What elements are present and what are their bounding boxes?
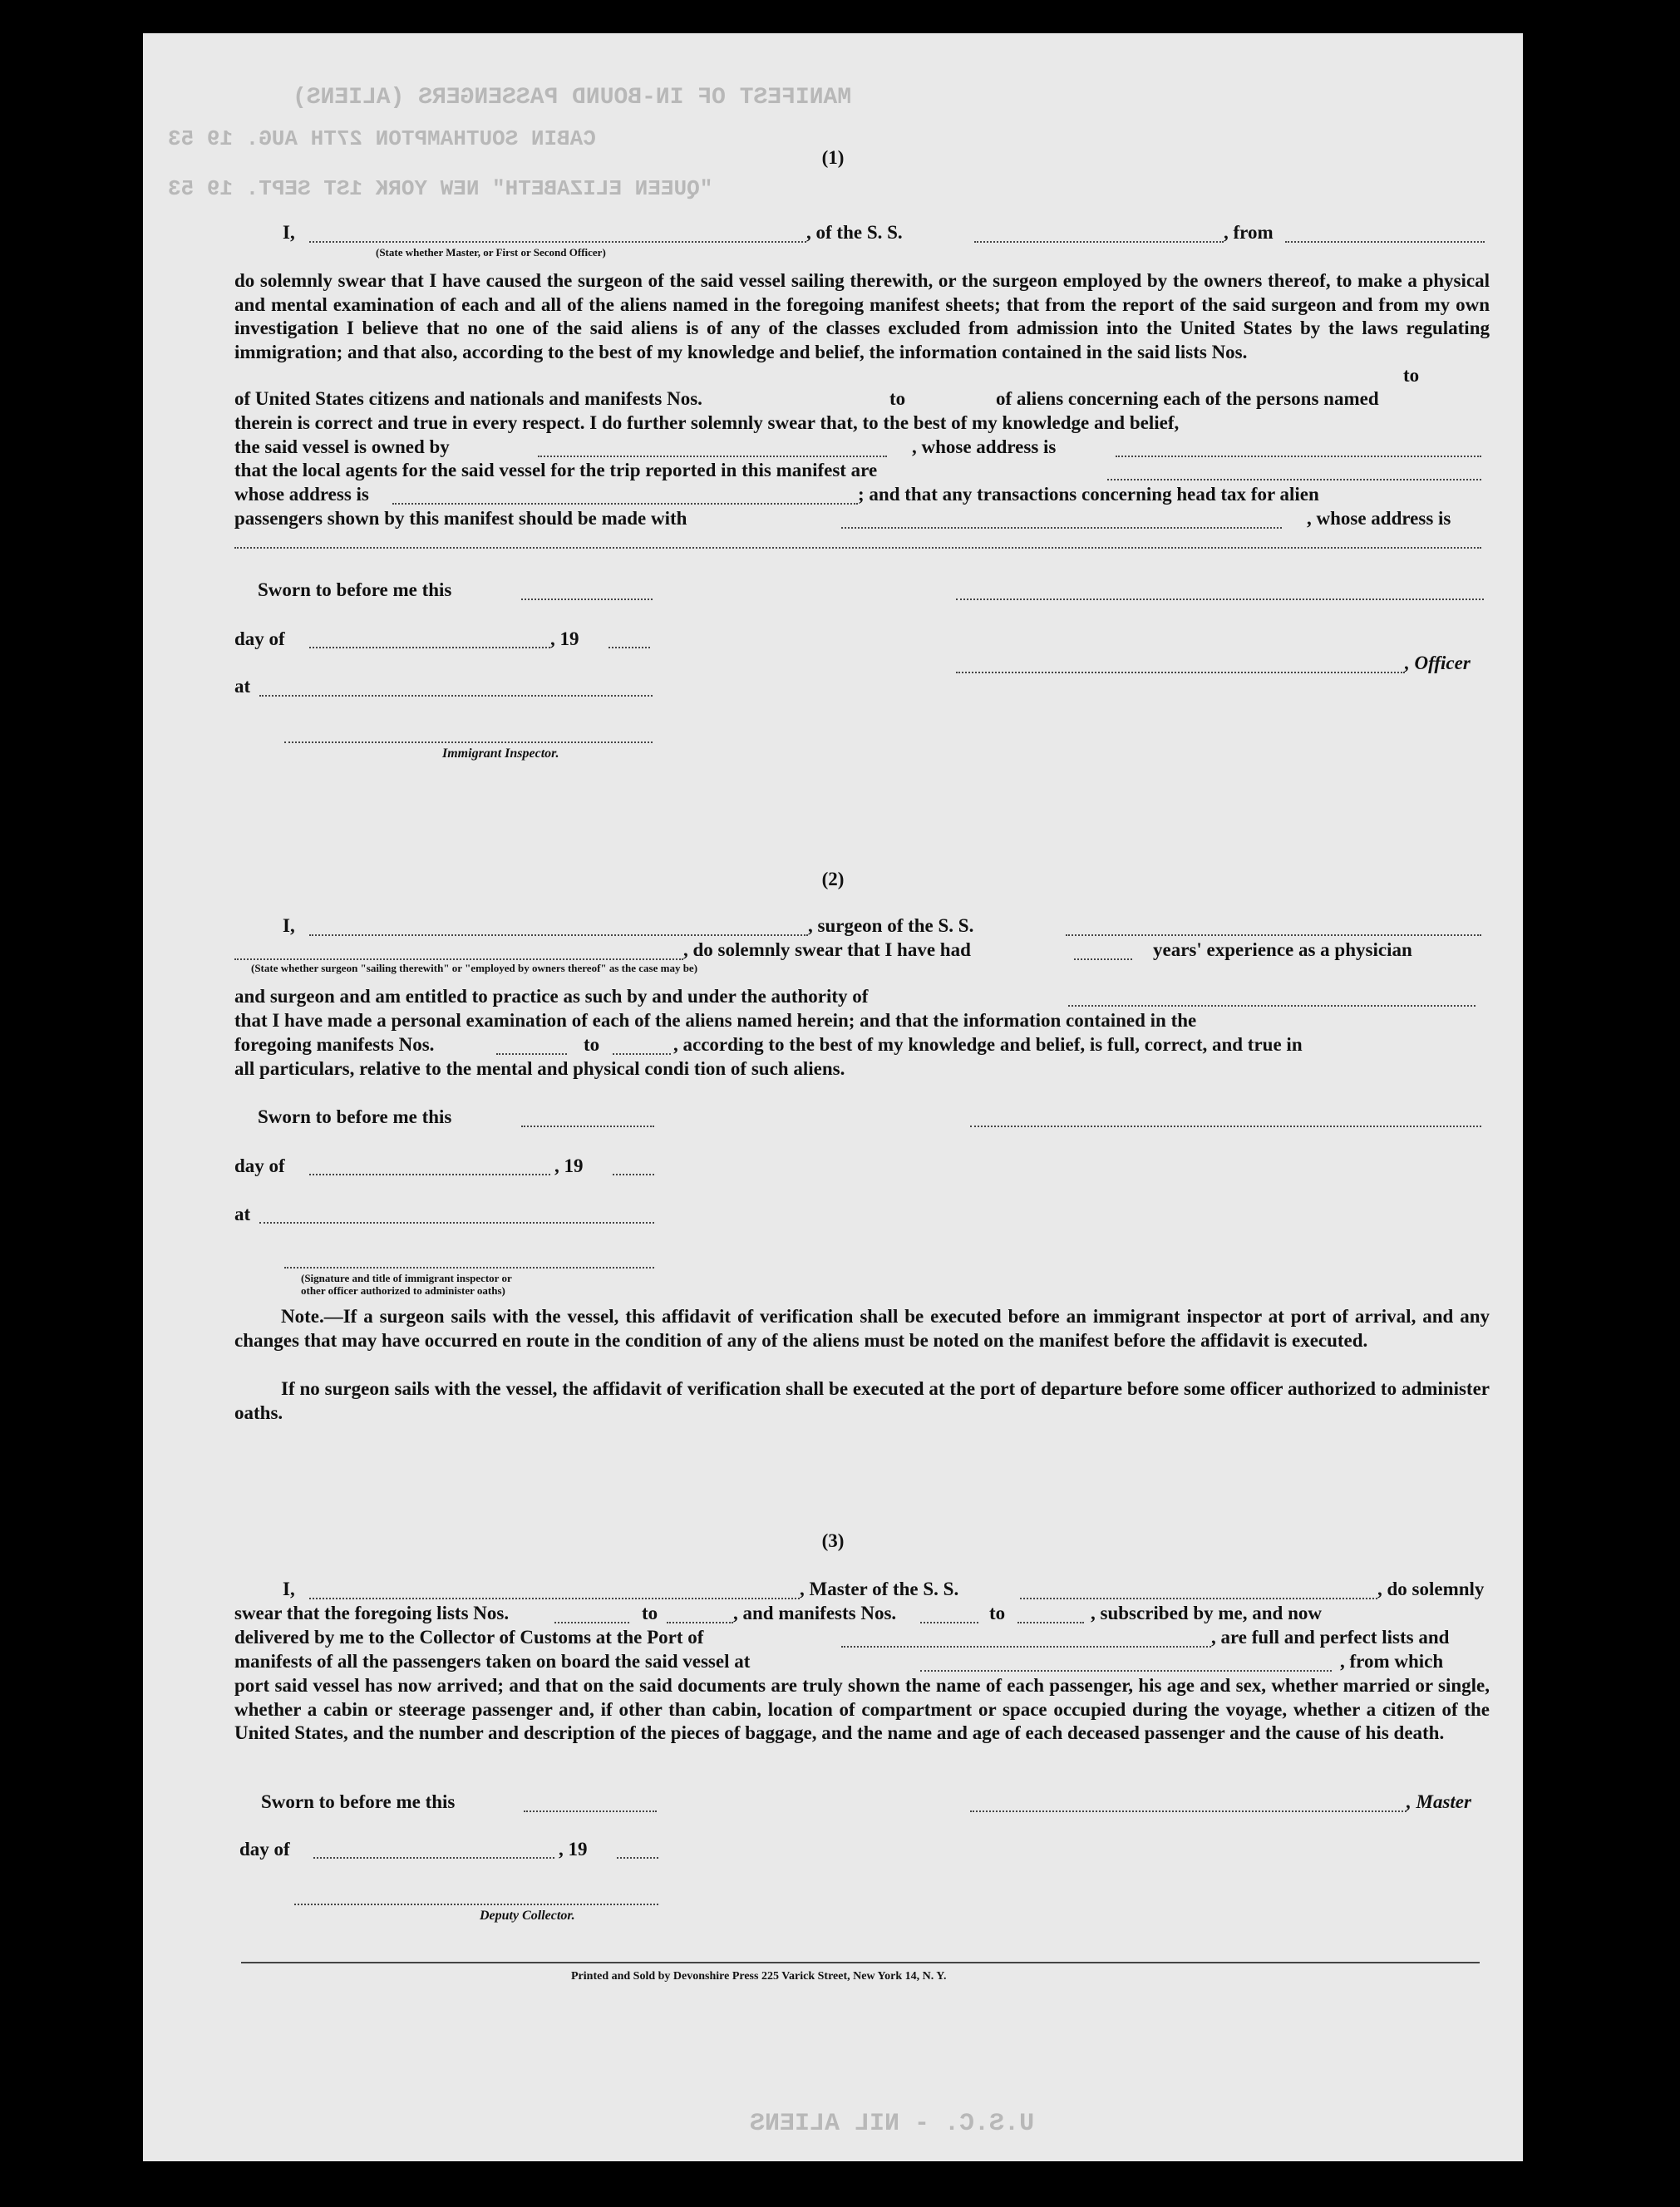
manifests-to: to: [889, 388, 906, 409]
inspector-signature-line: [284, 741, 653, 743]
collector-signature-line: [294, 1904, 658, 1905]
from-port-field: [1285, 241, 1485, 243]
section3-body: port said vessel has now arrived; and that on the said documents are truly shown the name of each passenger, his age and sex, whether married or single, whether a cabin or steerage passenger and, if other than cabin, location of compartment or space occupied during the voyage, whether a citizen of the United States, and the number and description of the pieces of baggage, and the name and age of each deceased passenger and the cause of his death.: [234, 1675, 1490, 1743]
section3-year-field: [617, 1857, 658, 1859]
agents-address-label: whose address is: [234, 484, 369, 505]
section1-sworn: Sworn to before me this: [258, 579, 452, 600]
section2-year-field: [613, 1174, 654, 1175]
bleedthrough-line2: CABIN SOUTHAMPTON 27TH AUG. 19 53: [168, 126, 596, 151]
binder-hole: [1533, 600, 1576, 643]
section2-signature-line: [284, 1267, 654, 1269]
surgeon-status-note: (State whether surgeon "sailing therewith" or "employed by owners thereof" as the case may be): [251, 962, 698, 974]
surgeon-name-field: [309, 934, 808, 936]
officer-rank-field: [309, 241, 806, 243]
section2-vessel-field: [1066, 934, 1481, 936]
head-tax-address-line: [234, 547, 1481, 549]
section3-line3a: delivered by me to the Collector of Customs at the Port of: [234, 1627, 704, 1648]
section3-day-field: [313, 1857, 554, 1859]
owner-field: [538, 456, 887, 457]
bleedthrough-bottom: U.S.C. - NIL ALIENS: [750, 2110, 1035, 2138]
section2-i: I,: [283, 915, 295, 936]
surgeon-status-field: [234, 958, 683, 960]
vessel-name-field: [974, 241, 1224, 243]
section3-line2d: to: [989, 1603, 1006, 1623]
authority-field: [1068, 1005, 1476, 1007]
section1-body3: therein is correct and true in every respect. I do further solemnly swear that, to the best of my knowledge and belief,: [234, 412, 1180, 433]
section2-surgeon-of: , surgeon of the S. S.: [808, 915, 974, 936]
binder-hole: [1533, 1569, 1576, 1613]
section1-body2: of United States citizens and nationals and manifests Nos.: [234, 388, 702, 409]
passengers-text: passengers shown by this manifest should be made with: [234, 508, 687, 529]
section1-of-ss: , of the S. S.: [806, 222, 903, 243]
head-tax-address-label: , whose address is: [1307, 508, 1451, 529]
signature-note-1: (Signature and title of immigrant inspector or: [301, 1272, 512, 1284]
section1-body2-end: of aliens concerning each of the persons named: [996, 388, 1379, 409]
section3-line2c: , and manifests Nos.: [733, 1603, 897, 1623]
section1-body: do solemnly swear that I have caused the surgeon of the said vessel sailing therewith, or the surgeon employed by the owners thereof, to make a physical and mental examination of each and all of the aliens named in the foregoing manifest sheets; that from the report of the said surgeon and from my own investigation I believe that no one of the said aliens is of any of the classes excluded from admission into the United States by the laws regulating immigration; and that also, according to the best of my knowledge and belief, the information contained in the said lists Nos.: [234, 270, 1490, 362]
section3-lists-from-field: [554, 1622, 629, 1623]
owned-by-label: the said vessel is owned by: [234, 436, 450, 457]
section2-line3: and surgeon and am entitled to practice as such by and under the authority of: [234, 986, 869, 1007]
footer-rule: [241, 1962, 1480, 1963]
local-agents-label: that the local agents for the said vessel for the trip reported in this manifest are: [234, 460, 878, 480]
section2-line4: that I have made a personal examination of each of the aliens named herein; and that the information contained in the: [234, 1010, 1197, 1031]
section3-line2e: , subscribed by me, and now: [1091, 1603, 1322, 1623]
section3-i: I,: [283, 1579, 295, 1599]
section3-manifests-from-field: [920, 1622, 978, 1623]
binder-hole: [1533, 246, 1576, 289]
bleedthrough-title: MANIFEST OF IN-BOUND PASSENGERS (ALIENS): [293, 85, 852, 111]
binder-hole: [1533, 1187, 1576, 1230]
section2-note-para-2: If no surgeon sails with the vessel, the affidavit of verification shall be executed at the port of departure before some officer authorized to administer oaths.: [234, 1378, 1490, 1423]
section1-year: , 19: [550, 628, 579, 649]
officer-signature-line-2: [956, 672, 1405, 673]
section3-lists-to-field: [667, 1622, 733, 1623]
section3-line2a: swear that the foregoing lists Nos.: [234, 1603, 510, 1623]
lists-to: to: [1403, 365, 1420, 386]
binder-hole: [1533, 1081, 1576, 1124]
head-tax-text: ; and that any transactions concerning head tax for alien: [858, 484, 1319, 505]
master-label: , Master: [1407, 1791, 1471, 1812]
collector-label: Deputy Collector.: [480, 1909, 575, 1923]
section2-at: at: [234, 1204, 251, 1224]
binder-hole: [1533, 83, 1576, 126]
binder-hole: [1533, 727, 1576, 770]
section1-at: at: [234, 676, 251, 697]
section2-at-field: [259, 1222, 654, 1224]
manifest-page: [143, 33, 1523, 2161]
inspector-label: Immigrant Inspector.: [442, 746, 559, 761]
printer-credit: Printed and Sold by Devonshire Press 225 Varick Street, New York 14, N. Y.: [571, 1970, 947, 1983]
owner-address-field: [1116, 456, 1481, 457]
section1-from: , from: [1224, 222, 1274, 243]
section2-sworn-field: [521, 1126, 654, 1127]
section2-day-field: [309, 1174, 550, 1175]
section3-manifests-to-field: [1017, 1622, 1084, 1623]
section3-line3b: , are full and perfect lists and: [1211, 1627, 1450, 1648]
section1-day-of: day of: [234, 628, 285, 649]
section1-year-field: [608, 647, 650, 648]
section2-line2: , do solemnly swear that I have had: [683, 939, 971, 960]
master-signature-line: [970, 1810, 1407, 1812]
section2-line5c: , according to the best of my knowledge and belief, is full, correct, and true in: [673, 1034, 1303, 1055]
port-of-arrival-field: [841, 1646, 1211, 1648]
section2-line6: all particulars, relative to the mental and physical condi tion of such aliens.: [234, 1058, 845, 1079]
binder-hole: [1533, 1963, 1576, 2007]
section3-vessel-field: [1020, 1598, 1377, 1599]
bleedthrough-line3: "QUEEN ELIZABETH" NEW YORK 1ST SEPT. 19 53: [168, 176, 713, 201]
section2-sworn: Sworn to before me this: [258, 1106, 452, 1127]
section1-sworn-field: [521, 599, 653, 600]
years-experience-field: [1074, 958, 1132, 960]
section3-line2b: to: [642, 1603, 658, 1623]
section3-sworn: Sworn to before me this: [261, 1791, 456, 1812]
master-name-field: [309, 1598, 800, 1599]
section2-nos-from-field: [496, 1053, 567, 1055]
signature-note-2: other officer authorized to administer oaths): [301, 1284, 505, 1297]
section2-number: (2): [821, 869, 845, 889]
owner-address-label: , whose address is: [912, 436, 1057, 457]
section3-line4a: manifests of all the passengers taken on board the said vessel at: [234, 1651, 751, 1672]
section1-at-field: [259, 695, 653, 697]
surgeon-signature-line: [970, 1126, 1481, 1127]
section2-line5a: foregoing manifests Nos.: [234, 1034, 435, 1055]
section3-number: (3): [821, 1530, 845, 1551]
section2-year: , 19: [554, 1155, 584, 1176]
section3-line1-end: , do solemnly: [1377, 1579, 1485, 1599]
section2-note-para: Note.—If a surgeon sails with the vessel, this affidavit of verification shall be executed before an immigrant inspector at port of arrival, and any changes that may have occurred en route in the condition of any of the aliens must be noted on the manifest before the affidavit is executed.: [234, 1306, 1490, 1351]
officer-label: , Officer: [1405, 653, 1471, 673]
section3-line4b: , from which: [1340, 1651, 1444, 1672]
section1-day-field: [309, 647, 550, 648]
port-of-departure-field: [920, 1670, 1332, 1672]
section3-year: , 19: [559, 1839, 588, 1860]
head-tax-agent-field: [841, 527, 1282, 529]
binder-hole: [1533, 1440, 1576, 1483]
section2-line5b: to: [584, 1034, 600, 1055]
section2-nos-to-field: [613, 1053, 671, 1055]
local-agents-field: [1107, 479, 1481, 480]
section1-i: I,: [283, 222, 295, 243]
officer-rank-note: (State whether Master, or First or Second Officer): [376, 246, 606, 259]
section2-line2-end: years' experience as a physician: [1153, 939, 1412, 960]
section2-day-of: day of: [234, 1155, 285, 1176]
section3-day-of: day of: [239, 1839, 290, 1860]
section3-master-of: , Master of the S. S.: [800, 1579, 959, 1599]
officer-signature-line-1: [956, 599, 1484, 600]
section3-sworn-field: [524, 1810, 657, 1812]
section1-number: (1): [821, 147, 845, 168]
agents-address-field: [392, 503, 858, 505]
